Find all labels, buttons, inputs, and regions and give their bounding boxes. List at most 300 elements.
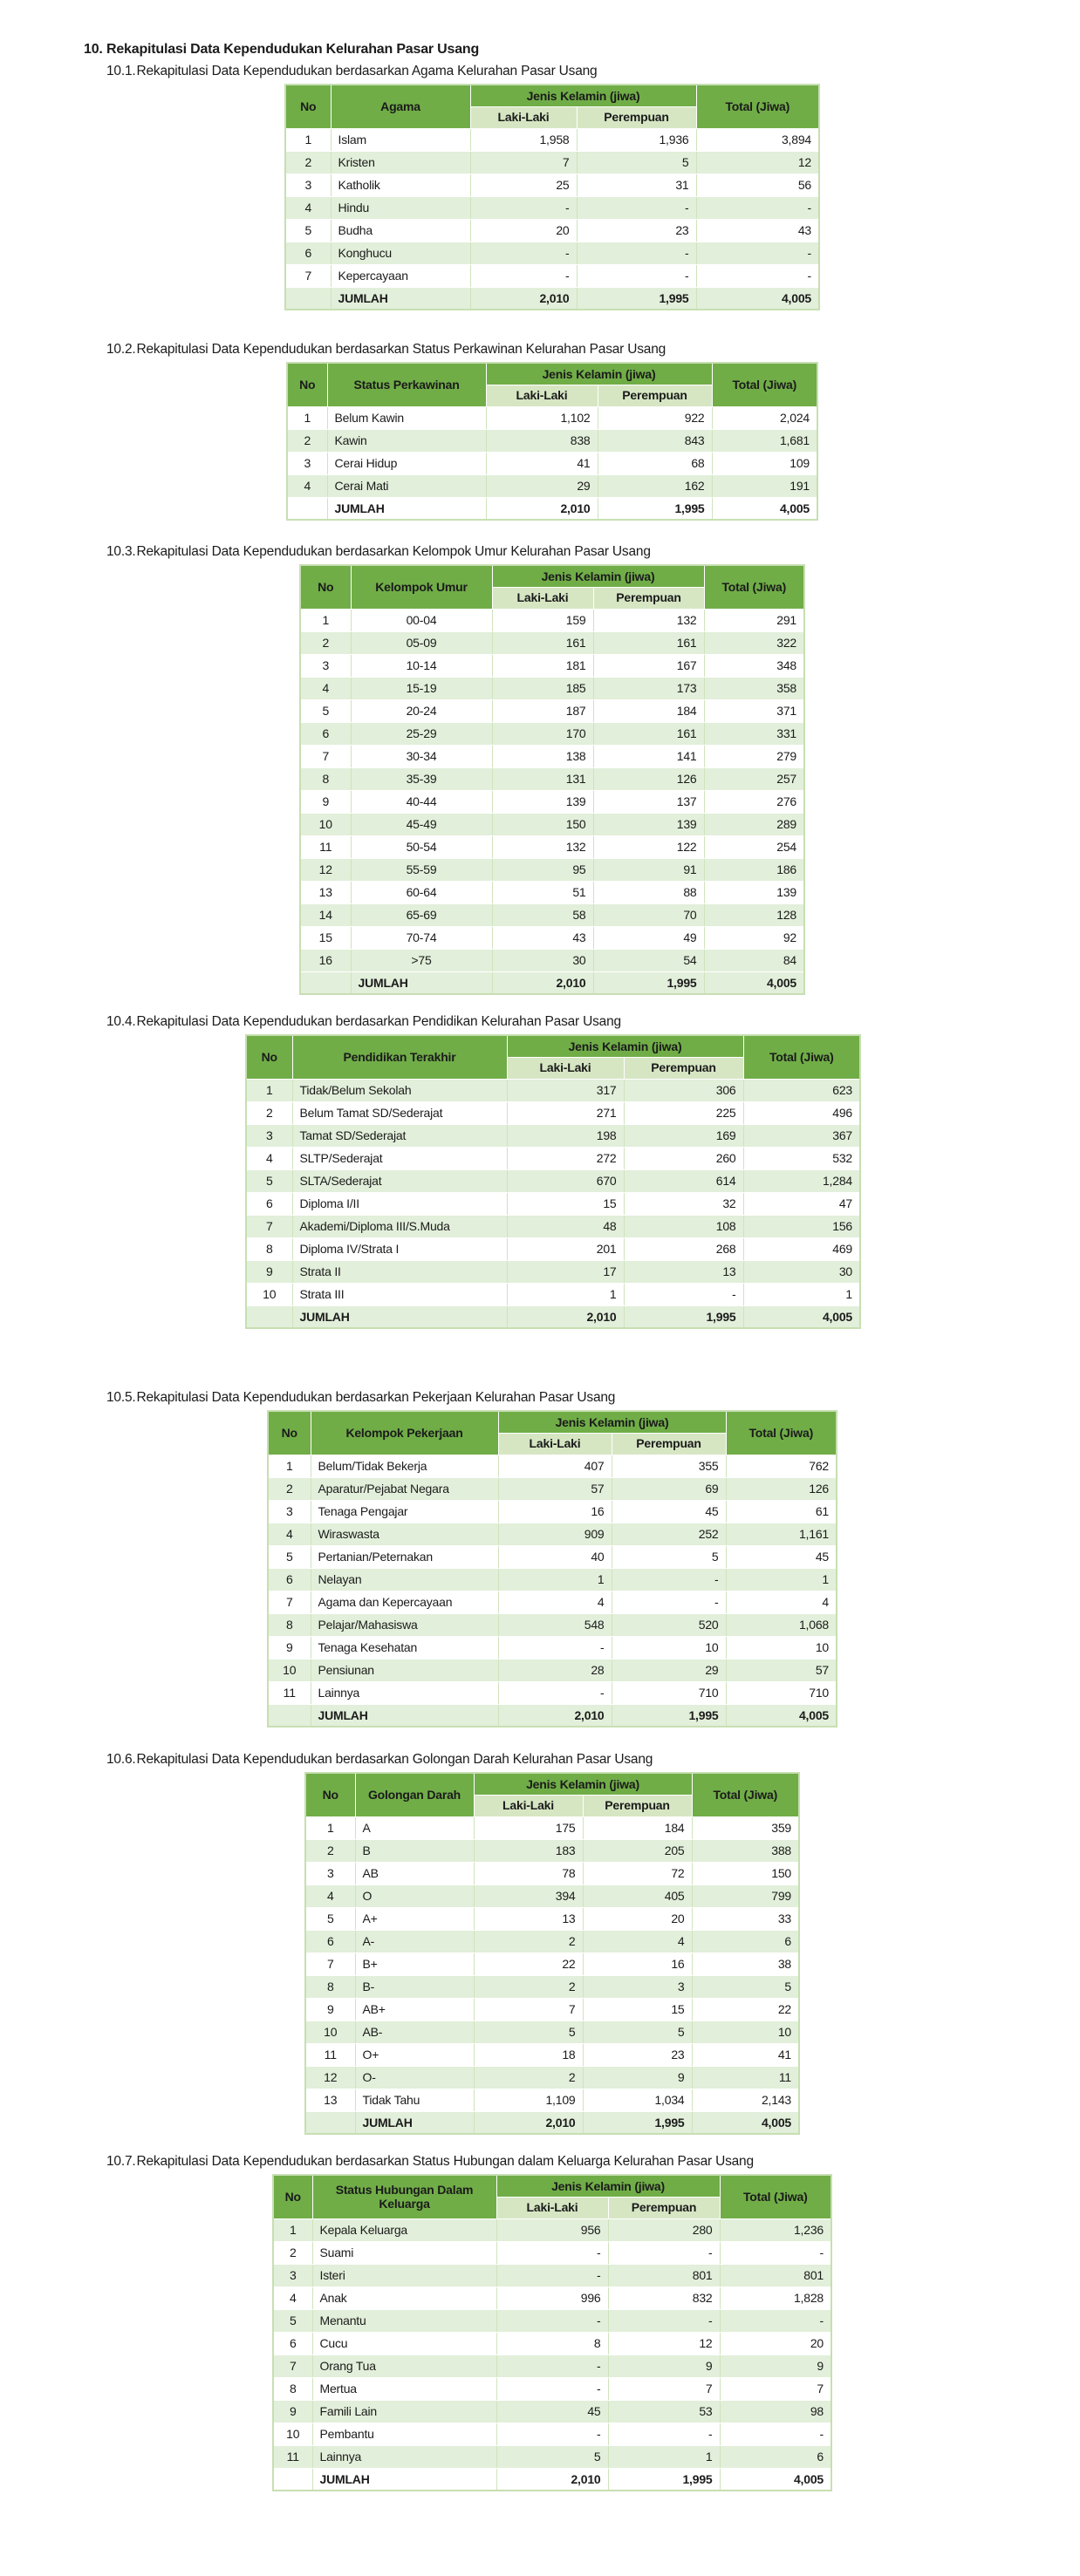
cell-total: - [720,2309,831,2332]
cell-laki-laki: 5 [496,2445,608,2468]
cell-laki-laki: 22 [474,1952,583,1975]
section-title-text: Rekapitulasi Data Kependudukan berdasarkan Status Perkawinan Kelurahan Pasar Usang [136,342,666,357]
cell-category: Cerai Hidup [327,452,486,474]
table-row [305,1816,799,1839]
col-header-laki-laki: Laki-Laki [507,1057,624,1079]
cell-perempuan: 9 [583,2066,692,2089]
cell-total: 710 [726,1681,837,1704]
cell-laki-laki: - [470,196,577,219]
col-header-perempuan: Perempuan [612,1433,726,1455]
table-row [300,790,804,813]
cell-laki-laki: 29 [486,474,598,497]
cell-category: Aparatur/Pejabat Negara [311,1477,498,1500]
cell-total: 38 [692,1952,799,1975]
cell-no: 8 [246,1237,292,1260]
cell-no [305,2111,355,2134]
cell-no: 7 [300,745,351,767]
table-header [300,565,804,609]
cell-perempuan: 108 [624,1215,743,1237]
cell-total: 1,828 [720,2286,831,2309]
cell-category: >75 [351,949,492,971]
cell-no: 9 [300,790,351,813]
cell-total: 10 [692,2021,799,2043]
cell-laki-laki: 131 [492,767,593,790]
cell-no: 6 [285,242,331,264]
cell-laki-laki: - [498,1636,612,1659]
cell-perempuan: 1,034 [583,2089,692,2111]
col-header-perempuan: Perempuan [598,385,712,406]
table-row [305,2021,799,2043]
cell-no: 5 [273,2309,312,2332]
cell-category: 05-09 [351,631,492,654]
cell-perempuan: 23 [583,2043,692,2066]
cell-perempuan: 252 [612,1523,726,1545]
cell-category: Belum/Tidak Bekerja [311,1455,498,1477]
section-title-text: Rekapitulasi Data Kependudukan berdasarkan Agama Kelurahan Pasar Usang [136,64,598,78]
cell-category: 60-64 [351,881,492,903]
table-row [268,1591,837,1613]
cell-perempuan: 280 [608,2218,720,2241]
cell-total: - [696,242,819,264]
table-row [268,1523,837,1545]
page-title [84,42,1080,58]
cell-category: Pertanian/Peternakan [311,1545,498,1568]
cell-category: 15-19 [351,677,492,699]
cell-perempuan: 70 [593,903,704,926]
table-header [246,1035,860,1079]
cell-total: 33 [692,1907,799,1930]
cell-perempuan: 23 [577,219,696,242]
cell-jumlah-label: JUMLAH [355,2111,474,2134]
col-header-laki-laki: Laki-Laki [470,106,577,128]
cell-laki-laki: 187 [492,699,593,722]
table-jumlah-row [300,971,804,994]
table-row [300,745,804,767]
table-row [268,1681,837,1704]
col-header-total: Total (Jiwa) [743,1035,860,1079]
cell-no: 6 [305,1930,355,1952]
cell-no: 5 [305,1907,355,1930]
cell-category: Menantu [312,2309,496,2332]
cell-total: 254 [704,835,804,858]
cell-total: 623 [743,1079,860,1101]
cell-laki-laki: 407 [498,1455,612,1477]
cell-total: 799 [692,1884,799,1907]
cell-laki-laki: 48 [507,1215,624,1237]
cell-laki-laki: 7 [474,1998,583,2021]
cell-total: 156 [743,1215,860,1237]
table-row [246,1283,860,1305]
cell-laki-laki: - [470,264,577,287]
cell-jumlah-total: 4,005 [696,287,819,310]
col-header-perempuan: Perempuan [593,587,704,609]
cell-perempuan: 137 [593,790,704,813]
cell-perempuan: - [577,196,696,219]
cell-category: Lainnya [312,2445,496,2468]
cell-category: 50-54 [351,835,492,858]
cell-jumlah-total: 4,005 [712,497,817,520]
cell-jumlah-label: JUMLAH [311,1704,498,1727]
cell-perempuan: 5 [583,2021,692,2043]
cell-laki-laki: 25 [470,174,577,196]
table-row [287,474,817,497]
col-header-no: No [287,363,327,406]
col-header-total: Total (Jiwa) [726,1411,837,1455]
table-body [287,406,817,520]
section-title-text: Rekapitulasi Data Kependudukan berdasarkan Pekerjaan Kelurahan Pasar Usang [136,1390,616,1405]
cell-laki-laki: 175 [474,1816,583,1839]
cell-category: Cucu [312,2332,496,2355]
cell-laki-laki: 1 [507,1283,624,1305]
cell-no: 9 [246,1260,292,1283]
cell-total: - [720,2241,831,2264]
col-header-category: Kelompok Pekerjaan [311,1411,498,1455]
cell-total: 276 [704,790,804,813]
col-header-jenis-kelamin: Jenis Kelamin (jiwa) [507,1035,743,1057]
cell-perempuan: - [608,2241,720,2264]
section-title-text: Rekapitulasi Data Kependudukan berdasarkan Status Hubungan dalam Keluarga Kelurahan Pasar Usang [136,2154,754,2169]
cell-no: 3 [300,654,351,677]
table-row [246,1124,860,1147]
cell-no: 8 [273,2377,312,2400]
table-status-perkawinan [286,362,818,521]
cell-no: 1 [300,609,351,631]
cell-jumlah-perempuan: 1,995 [612,1704,726,1727]
col-header-category: Kelompok Umur [351,565,492,609]
cell-total: 291 [704,609,804,631]
cell-laki-laki: 548 [498,1613,612,1636]
cell-perempuan: 68 [598,452,712,474]
cell-category: A+ [355,1907,474,1930]
table-row [285,196,819,219]
cell-perempuan: 54 [593,949,704,971]
cell-jumlah-laki-laki: 2,010 [486,497,598,520]
table-row [287,429,817,452]
cell-total: 139 [704,881,804,903]
cell-total: 1 [726,1568,837,1591]
cell-category: 65-69 [351,903,492,926]
table-row [305,1862,799,1884]
cell-no: 5 [268,1545,311,1568]
col-header-total: Total (Jiwa) [720,2175,831,2218]
cell-perempuan: 614 [624,1169,743,1192]
cell-category: Belum Tamat SD/Sederajat [292,1101,507,1124]
cell-laki-laki: 17 [507,1260,624,1283]
section-title-text: Rekapitulasi Data Kependudukan berdasarkan Pendidikan Kelurahan Pasar Usang [136,1014,621,1029]
table-row [300,858,804,881]
cell-laki-laki: 271 [507,1101,624,1124]
table-row [273,2309,831,2332]
cell-category: 25-29 [351,722,492,745]
cell-category: Isteri [312,2264,496,2286]
cell-no: 1 [305,1816,355,1839]
cell-category: Akademi/Diploma III/S.Muda [292,1215,507,1237]
table-header [268,1411,837,1455]
cell-category: A- [355,1930,474,1952]
cell-perempuan: 520 [612,1613,726,1636]
cell-laki-laki: 161 [492,631,593,654]
table-row [285,219,819,242]
col-header-laki-laki: Laki-Laki [474,1795,583,1816]
cell-no: 6 [246,1192,292,1215]
cell-perempuan: 184 [583,1816,692,1839]
cell-no: 7 [268,1591,311,1613]
table-row [285,242,819,264]
cell-laki-laki: 30 [492,949,593,971]
cell-laki-laki: 1,958 [470,128,577,151]
cell-laki-laki: 956 [496,2218,608,2241]
cell-laki-laki: 181 [492,654,593,677]
cell-no: 3 [273,2264,312,2286]
cell-total: 1,681 [712,429,817,452]
cell-no [273,2468,312,2491]
cell-no: 2 [268,1477,311,1500]
cell-category: Strata III [292,1283,507,1305]
section-number: 10.4. [106,1014,136,1029]
col-header-laki-laki: Laki-Laki [486,385,598,406]
cell-category: AB [355,1862,474,1884]
col-header-laki-laki: Laki-Laki [498,1433,612,1455]
table-row [268,1568,837,1591]
cell-no: 6 [273,2332,312,2355]
col-header-no: No [273,2175,312,2218]
table-row [273,2332,831,2355]
cell-total: 84 [704,949,804,971]
cell-category: Hindu [331,196,470,219]
table-row [285,174,819,196]
cell-perempuan: 141 [593,745,704,767]
cell-perempuan: 10 [612,1636,726,1659]
cell-category: Famili Lain [312,2400,496,2423]
cell-perempuan: 7 [608,2377,720,2400]
cell-no: 10 [273,2423,312,2445]
cell-category: Pelajar/Mahasiswa [311,1613,498,1636]
table-body [268,1455,837,1727]
table-row [305,1907,799,1930]
cell-laki-laki: 201 [507,1237,624,1260]
cell-category: Agama dan Kepercayaan [311,1591,498,1613]
table-row [305,2089,799,2111]
cell-category: Islam [331,128,470,151]
cell-no: 4 [287,474,327,497]
cell-category: 30-34 [351,745,492,767]
cell-no [285,287,331,310]
table-row [246,1079,860,1101]
cell-total: 1,284 [743,1169,860,1192]
cell-no: 10 [268,1659,311,1681]
cell-perempuan: 45 [612,1500,726,1523]
col-header-category: Pendidikan Terakhir [292,1035,507,1079]
cell-laki-laki: 78 [474,1862,583,1884]
table-header [305,1773,799,1816]
table-row [246,1260,860,1283]
cell-category: 70-74 [351,926,492,949]
cell-jumlah-label: JUMLAH [351,971,492,994]
cell-jumlah-perempuan: 1,995 [608,2468,720,2491]
cell-perempuan: 1 [608,2445,720,2468]
table-header [285,85,819,128]
col-header-no: No [305,1773,355,1816]
cell-category: O [355,1884,474,1907]
section-title [106,1752,1080,1768]
table-row [300,609,804,631]
cell-perempuan: 88 [593,881,704,903]
cell-jumlah-laki-laki: 2,010 [470,287,577,310]
cell-no: 7 [285,264,331,287]
cell-total: 30 [743,1260,860,1283]
cell-category: Tamat SD/Sederajat [292,1124,507,1147]
cell-perempuan: 3 [583,1975,692,1998]
cell-no: 4 [268,1523,311,1545]
col-header-no: No [268,1411,311,1455]
section-title [106,64,1080,79]
cell-total: 10 [726,1636,837,1659]
table-jumlah-row [246,1305,860,1328]
table-row [268,1500,837,1523]
col-header-jenis-kelamin: Jenis Kelamin (jiwa) [498,1411,726,1433]
cell-perempuan: 53 [608,2400,720,2423]
cell-total: 322 [704,631,804,654]
cell-perempuan: 29 [612,1659,726,1681]
cell-no: 5 [285,219,331,242]
cell-no: 1 [246,1079,292,1101]
table-row [305,1930,799,1952]
cell-laki-laki: - [496,2355,608,2377]
table-agama [284,84,820,310]
section-title [106,544,1080,560]
table-row [273,2445,831,2468]
cell-no: 13 [305,2089,355,2111]
cell-total: 6 [720,2445,831,2468]
section-number: 10.6. [106,1752,136,1767]
cell-perempuan: 12 [608,2332,720,2355]
cell-jumlah-label: JUMLAH [292,1305,507,1328]
cell-perempuan: 91 [593,858,704,881]
cell-perempuan: 1,936 [577,128,696,151]
cell-laki-laki: 838 [486,429,598,452]
table-row [273,2218,831,2241]
cell-perempuan: - [612,1591,726,1613]
table-row [273,2377,831,2400]
table-pendidikan [245,1034,861,1329]
col-header-perempuan: Perempuan [608,2197,720,2218]
table-row [300,903,804,926]
cell-no: 6 [268,1568,311,1591]
cell-laki-laki: 43 [492,926,593,949]
table-row [268,1477,837,1500]
cell-laki-laki: 51 [492,881,593,903]
table-row [300,677,804,699]
cell-no: 3 [285,174,331,196]
cell-total: 496 [743,1101,860,1124]
cell-perempuan: 31 [577,174,696,196]
table-row [300,835,804,858]
cell-total: 61 [726,1500,837,1523]
cell-no: 4 [300,677,351,699]
col-header-jenis-kelamin: Jenis Kelamin (jiwa) [492,565,704,587]
cell-category: Lainnya [311,1681,498,1704]
table-row [268,1613,837,1636]
cell-perempuan: 162 [598,474,712,497]
cell-category: B [355,1839,474,1862]
cell-perempuan: 49 [593,926,704,949]
cell-no: 2 [246,1101,292,1124]
cell-total: 57 [726,1659,837,1681]
cell-no [246,1305,292,1328]
cell-perempuan: 32 [624,1192,743,1215]
cell-perempuan: 173 [593,677,704,699]
table-row [246,1215,860,1237]
cell-laki-laki: 45 [496,2400,608,2423]
cell-total: 128 [704,903,804,926]
table-status-hubungan-keluarga [272,2174,832,2491]
cell-category: O+ [355,2043,474,2066]
cell-no: 3 [287,452,327,474]
cell-no: 2 [300,631,351,654]
cell-laki-laki: 13 [474,1907,583,1930]
cell-perempuan: 922 [598,406,712,429]
cell-jumlah-perempuan: 1,995 [593,971,704,994]
table-row [246,1192,860,1215]
cell-total: 47 [743,1192,860,1215]
cell-perempuan: 4 [583,1930,692,1952]
cell-jumlah-perempuan: 1,995 [624,1305,743,1328]
cell-category: Strata II [292,1260,507,1283]
cell-perempuan: 69 [612,1477,726,1500]
cell-category: Suami [312,2241,496,2264]
cell-laki-laki: 185 [492,677,593,699]
col-header-total: Total (Jiwa) [712,363,817,406]
cell-laki-laki: 272 [507,1147,624,1169]
col-header-category: Agama [331,85,470,128]
cell-laki-laki: 996 [496,2286,608,2309]
cell-no: 1 [268,1455,311,1477]
cell-total: 358 [704,677,804,699]
cell-perempuan: - [624,1283,743,1305]
cell-total: 762 [726,1455,837,1477]
cell-no: 8 [305,1975,355,1998]
cell-laki-laki: - [498,1681,612,1704]
cell-jumlah-perempuan: 1,995 [583,2111,692,2134]
cell-no: 11 [268,1681,311,1704]
cell-no: 9 [305,1998,355,2021]
cell-no: 11 [273,2445,312,2468]
cell-no: 12 [300,858,351,881]
cell-category: Belum Kawin [327,406,486,429]
cell-total: 331 [704,722,804,745]
cell-perempuan: 139 [593,813,704,835]
cell-laki-laki: 7 [470,151,577,174]
cell-laki-laki: 2 [474,1975,583,1998]
cell-total: 388 [692,1839,799,1862]
cell-laki-laki: 58 [492,903,593,926]
cell-no: 10 [300,813,351,835]
cell-laki-laki: 8 [496,2332,608,2355]
col-header-category: Golongan Darah [355,1773,474,1816]
table-row [305,2043,799,2066]
cell-no: 7 [273,2355,312,2377]
cell-category: 45-49 [351,813,492,835]
cell-category: Pensiunan [311,1659,498,1681]
table-jumlah-row [305,2111,799,2134]
cell-jumlah-total: 4,005 [720,2468,831,2491]
cell-category: Tidak/Belum Sekolah [292,1079,507,1101]
section-number: 10.2. [106,342,136,357]
table-row [300,631,804,654]
cell-laki-laki: 28 [498,1659,612,1681]
cell-category: A [355,1816,474,1839]
cell-total: 5 [692,1975,799,1998]
